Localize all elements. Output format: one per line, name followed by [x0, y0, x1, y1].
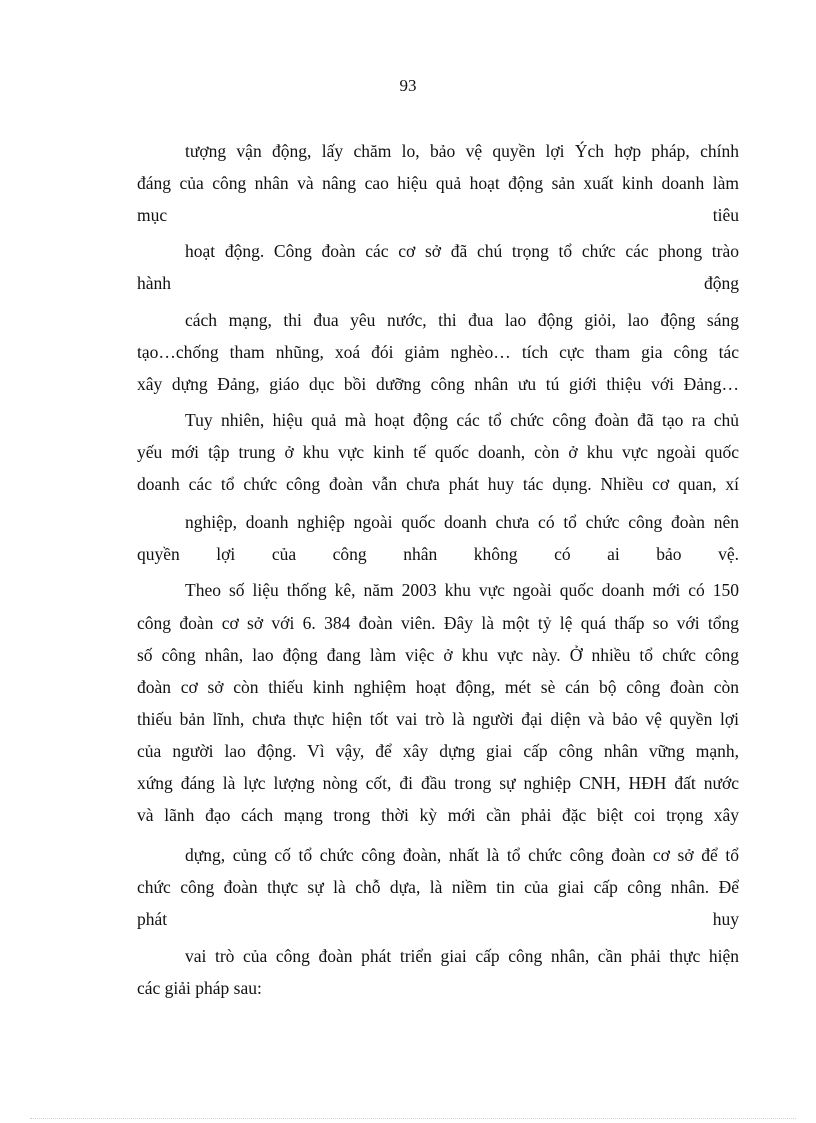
text-line: nghiệp, doanh nghiệp ngoài quốc doanh chưa có tổ chức công đoàn nên	[185, 512, 739, 532]
text-line: và lãnh đạo cách mạng trong thời kỳ mới cần phải đặc biệt coi trọng xây	[137, 805, 739, 825]
page-bottom-rule	[30, 1118, 796, 1119]
text-line: hành động	[137, 273, 739, 293]
text-line: quyền lợi của công nhân không có ai bảo vệ.	[137, 544, 739, 564]
text-line: thiếu bản lĩnh, chưa thực hiện tốt vai trò là người đại diện và bảo vệ quyền lợi	[137, 709, 739, 729]
text-line: số công nhân, lao động đang làm việc ở khu vực này. Ở nhiều tổ chức công	[137, 645, 739, 665]
text-line: yếu mới tập trung ở khu vực kinh tế quốc doanh, còn ở khu vực ngoài quốc	[137, 442, 739, 462]
text-line: vai trò của công đoàn phát triển giai cấp công nhân, cần phải thực hiện	[185, 946, 739, 966]
text-line: doanh các tổ chức công đoàn vẫn chưa phát huy tác dụng. Nhiều cơ quan, xí	[137, 474, 739, 494]
text-line: phát huy	[137, 909, 739, 929]
text-line: cách mạng, thi đua yêu nước, thi đua lao động giỏi, lao động sáng	[185, 310, 739, 330]
text-line: xây dựng Đảng, giáo dục bồi dưỡng công nhân ưu tú giới thiệu với Đảng…	[137, 374, 739, 394]
text-line: tượng vận động, lấy chăm lo, bảo vệ quyền lợi Ých hợp pháp, chính	[185, 141, 739, 161]
text-line: dựng, củng cố tổ chức công đoàn, nhất là tổ chức công đoàn cơ sở để tổ	[185, 845, 739, 865]
text-line: các giải pháp sau:	[137, 978, 262, 998]
text-line: công đoàn cơ sở với 6. 384 đoàn viên. Đây là một tỷ lệ quá thấp so với tổng	[137, 613, 739, 633]
page-number: 93	[399, 76, 417, 95]
text-line: hoạt động. Công đoàn các cơ sở đã chú trọng tổ chức các phong trào	[185, 241, 739, 261]
text-line: của người lao động. Vì vậy, để xây dựng giai cấp công nhân vững mạnh,	[137, 741, 739, 761]
text-line: đoàn cơ sở còn thiếu kinh nghiệm hoạt động, mét sè cán bộ công đoàn còn	[137, 677, 739, 697]
text-line: chức công đoàn thực sự là chỗ dựa, là niềm tin của giai cấp công nhân. Để	[137, 877, 739, 897]
text-line: Tuy nhiên, hiệu quả mà hoạt động các tổ chức công đoàn đã tạo ra chủ	[185, 410, 739, 430]
text-line: tạo…chống tham nhũng, xoá đói giảm nghèo… tích cực tham gia công tác	[137, 342, 739, 362]
text-line: xứng đáng là lực lượng nòng cốt, đi đầu trong sự nghiệp CNH, HĐH đất nước	[137, 773, 739, 793]
text-line: đáng của công nhân và nâng cao hiệu quả hoạt động sản xuất kinh doanh làm	[137, 173, 739, 193]
text-line: Theo số liệu thống kê, năm 2003 khu vực ngoài quốc doanh mới có 150	[185, 580, 739, 600]
text-line: mục tiêu	[137, 205, 739, 225]
